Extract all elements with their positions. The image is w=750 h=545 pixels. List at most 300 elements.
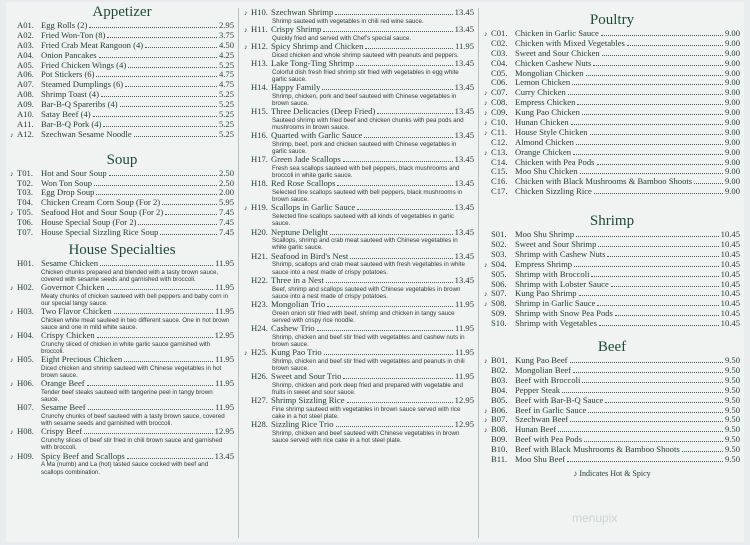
item-name: Egg Rolls (2) xyxy=(41,21,88,30)
item-price: 10.45 xyxy=(720,248,740,259)
item-price: 9.50 xyxy=(724,444,740,455)
item-price: 4.75 xyxy=(218,69,234,80)
dot-leader xyxy=(322,83,452,90)
item-name: Fried Won-Ton (8) xyxy=(41,30,106,40)
menu-item xyxy=(10,51,234,61)
soup-list xyxy=(10,169,234,238)
dot-leader xyxy=(124,355,213,362)
hot-spicy-icon: ♪ xyxy=(10,130,14,139)
menu-item xyxy=(10,21,234,31)
hot-spicy-icon: ♪ xyxy=(484,426,488,435)
item-code: C05. xyxy=(491,67,508,78)
item-name: Moo Shu Chicken xyxy=(515,167,578,177)
item-name: Chicken Cashew Nuts xyxy=(515,58,592,68)
item-price: 13.45 xyxy=(454,57,474,68)
item-name: Chicken with Black Mushrooms & Bamboo Shoots xyxy=(515,177,693,187)
item-code: H28. xyxy=(251,419,268,430)
item-code: C17. xyxy=(491,186,508,197)
item-name: Beef with Black Mushrooms & Bamboo Shoots xyxy=(515,445,680,455)
menu-item xyxy=(10,100,234,110)
menu-item xyxy=(10,41,234,51)
item-price: 13.45 xyxy=(454,274,474,285)
item-name: Shrimp Sizzling Rice xyxy=(271,396,345,406)
item-description: Beef, shrimp and scallops sauteed with Chinese vegetables in brown sauce into a nest made of crispy potatoes. xyxy=(272,285,461,300)
item-price: 11.95 xyxy=(214,378,234,389)
dot-leader xyxy=(94,179,217,186)
item-name: Crispy Shrimp xyxy=(271,24,322,34)
item-description: Green onion stir fried with beef, shrimp and chicken in tangy sauce served with crispy rice noodle. xyxy=(272,309,455,324)
item-code: A06. xyxy=(17,69,34,80)
beef-list xyxy=(484,356,740,465)
menu-item xyxy=(244,420,474,430)
hot-spicy-icon: ♪ xyxy=(10,308,14,317)
dot-leader xyxy=(347,396,453,403)
dot-leader xyxy=(607,250,718,257)
item-price: 12.95 xyxy=(214,330,234,341)
item-name: Shrimp Toast (4) xyxy=(41,90,99,100)
item-price: 9.50 xyxy=(724,414,740,425)
item-description: Selected fine scallops sauteed with all kinds of vegetables in garlic sauce. xyxy=(272,213,454,228)
item-code: S10. xyxy=(491,318,507,329)
item-price: 5.25 xyxy=(218,109,234,120)
menu-item xyxy=(244,131,474,141)
item-name: Mongolian Trio xyxy=(271,299,326,309)
item-name: Crispy Chicken xyxy=(41,331,95,341)
item-name: Mongolian Beef xyxy=(515,365,572,375)
item-name: Empress Chicken xyxy=(515,98,576,108)
house-specialties-continued-list xyxy=(244,8,474,444)
dot-leader xyxy=(601,29,723,36)
menu-item xyxy=(484,366,740,376)
dot-leader xyxy=(571,118,723,125)
item-name: Kung Pao Trio xyxy=(271,347,322,357)
hot-spicy-icon: ♪ xyxy=(484,148,488,157)
dot-leader xyxy=(87,379,213,386)
menu-item xyxy=(10,208,234,218)
item-code: A11. xyxy=(17,118,34,129)
item-name: Green Jade Scallops xyxy=(271,155,341,165)
item-code: C03. xyxy=(491,47,508,58)
item-name: Szechwan Sesame Noodle xyxy=(41,129,132,139)
item-price: 9.00 xyxy=(724,67,740,78)
menu-item xyxy=(484,240,740,250)
item-name: Empress Shrimp xyxy=(515,259,573,269)
dot-leader xyxy=(336,420,453,427)
appetizer-heading: Appetizer xyxy=(92,4,152,20)
dot-leader xyxy=(127,452,213,459)
item-price: 7.45 xyxy=(218,217,234,228)
item-code: A07. xyxy=(17,79,34,90)
item-code: A01. xyxy=(17,20,34,30)
hot-spicy-icon: ♪ xyxy=(484,290,488,299)
item-price: 11.95 xyxy=(454,370,474,381)
hot-spicy-icon: ♪ xyxy=(484,128,488,137)
item-price: 12.95 xyxy=(454,419,474,430)
menu-item xyxy=(10,379,234,389)
item-price: 13.45 xyxy=(454,7,474,17)
menu-item xyxy=(484,167,740,177)
item-code: S08. xyxy=(491,298,507,309)
dot-leader xyxy=(120,100,217,107)
item-code: A05. xyxy=(17,59,34,70)
item-name: Hunan Beef xyxy=(515,425,557,435)
item-name: Beef in Garlic Sauce xyxy=(515,405,587,415)
item-name: Orange Chicken xyxy=(515,147,572,157)
item-code: T05. xyxy=(17,207,33,218)
item-code: C08. xyxy=(491,97,508,108)
column-divider xyxy=(238,8,239,538)
item-name: Crispy Beef xyxy=(41,427,83,437)
item-price: 9.00 xyxy=(724,107,740,118)
item-name: House Special Sizzling Rice Soup xyxy=(41,228,159,238)
item-name: Orange Beef xyxy=(41,379,85,389)
item-code: H12. xyxy=(251,40,268,51)
item-code: A03. xyxy=(17,39,34,50)
item-code: H11. xyxy=(251,23,268,34)
menu-item xyxy=(10,120,234,130)
item-code: C06. xyxy=(491,77,508,88)
item-name: Shrimp with Vegetables xyxy=(515,319,597,329)
item-code: H14. xyxy=(251,82,268,93)
item-description: Shrimp, scallops and crab meat sauteed with fresh vegetables in white sauce into a nest made of crispy potatoes. xyxy=(272,261,465,276)
menu-item xyxy=(484,376,740,386)
dot-leader xyxy=(611,280,719,287)
menu-item xyxy=(484,455,740,465)
item-price: 9.50 xyxy=(724,364,740,375)
menu-item xyxy=(10,169,234,179)
item-code: H20. xyxy=(251,226,268,237)
item-name: Beef with Bar-B-Q Sauce xyxy=(515,395,604,405)
item-name: Chicken with Mixed Vegetables xyxy=(515,38,625,48)
item-description: Shrimp, chicken and beef stir fried with vegetables and cashew nuts in brown sauce. xyxy=(272,333,465,348)
item-code: H01. xyxy=(17,257,34,268)
item-code: H18. xyxy=(251,178,268,189)
item-code: H15. xyxy=(251,106,268,117)
item-description: Colorful dish fresh fried shrimp stir fried with vegetables in egg white garlic sauce. xyxy=(272,68,459,83)
item-description: Quickly fried and served with Chef's special sauce. xyxy=(272,34,412,42)
item-description: Chicken chunks prepared and blended with a tasty brown sauce, covered with sesame seeds and garnished with broccoli. xyxy=(41,268,219,283)
item-name: Lake Tong-Ting Shrimp xyxy=(271,58,354,68)
item-code: C16. xyxy=(491,176,508,187)
item-code: S03. xyxy=(491,248,507,259)
item-name: Moo Shu Beef xyxy=(515,454,566,464)
item-code: A04. xyxy=(17,49,34,60)
dot-leader xyxy=(570,415,723,422)
item-price: 5.25 xyxy=(218,128,234,139)
menu-item xyxy=(10,198,234,208)
dot-leader xyxy=(343,372,453,379)
hot-spicy-icon: ♪ xyxy=(484,109,488,118)
dot-leader xyxy=(582,376,723,383)
menu-item xyxy=(10,90,234,100)
menu-item xyxy=(484,270,740,280)
right-column xyxy=(484,2,740,478)
item-code: H10. xyxy=(251,7,268,17)
hot-spicy-icon: ♪ xyxy=(10,209,14,218)
item-name: Sizzling Rice Trio xyxy=(271,420,334,430)
item-price: 9.00 xyxy=(724,146,740,157)
dot-leader xyxy=(573,366,723,373)
item-price: 9.00 xyxy=(724,97,740,108)
item-price: 13.45 xyxy=(454,130,474,141)
item-price: 9.00 xyxy=(724,117,740,128)
menu-item xyxy=(484,250,740,260)
dot-leader xyxy=(88,403,213,410)
hot-spicy-icon: ♪ xyxy=(484,260,488,269)
dot-leader xyxy=(96,188,216,195)
item-code: C10. xyxy=(491,117,508,128)
menu-item xyxy=(244,107,474,117)
shrimp-list xyxy=(484,230,740,329)
dot-leader xyxy=(89,21,217,28)
dot-leader xyxy=(134,130,217,137)
item-code: H07. xyxy=(17,402,34,413)
menu-item xyxy=(10,70,234,80)
item-price: 9.00 xyxy=(724,156,740,167)
item-price: 11.95 xyxy=(454,298,474,309)
hot-spicy-icon: ♪ xyxy=(484,300,488,309)
menu-item xyxy=(244,276,474,286)
item-code: T04. xyxy=(17,197,33,208)
dot-leader xyxy=(84,427,212,434)
dot-leader xyxy=(590,128,723,135)
menu-item xyxy=(484,128,740,138)
menu-item xyxy=(244,300,474,310)
item-name: Fried Crab Meat Rangoon (4) xyxy=(41,40,144,50)
item-description: Shrimp, chicken, pork and beef sauteed with Chinese vegetables in brown sauce. xyxy=(272,92,457,108)
item-name: Sesame Chicken xyxy=(41,258,99,268)
item-price: 2.50 xyxy=(218,167,234,178)
item-price: 11.95 xyxy=(454,346,474,357)
item-price: 13.45 xyxy=(454,250,474,261)
menu-item xyxy=(484,425,740,435)
dot-leader xyxy=(580,167,723,174)
dot-leader xyxy=(356,59,453,66)
menu-item xyxy=(244,203,474,213)
item-code: B07. xyxy=(491,414,508,425)
item-name: Sweet and Sour Chicken xyxy=(515,48,600,58)
dot-leader xyxy=(562,386,723,393)
item-price: 9.00 xyxy=(724,47,740,58)
menu-item xyxy=(484,309,740,319)
item-name: Szechwan Beef xyxy=(515,415,569,425)
item-name: Lemon Chicken xyxy=(515,78,571,88)
item-name: Neptune Delight xyxy=(271,227,329,237)
dot-leader xyxy=(602,49,723,56)
dot-leader xyxy=(357,203,452,210)
item-code: H23. xyxy=(251,298,268,309)
item-description: Shrimp, chicken and beef sauteed with Chinese vegetables in brown sauce served with rice cake in a hot steel plate. xyxy=(272,430,460,445)
hot-spicy-icon: ♪ xyxy=(244,9,248,17)
item-price: 12.95 xyxy=(454,395,474,406)
hot-spicy-icon: ♪ xyxy=(10,356,14,365)
dot-leader xyxy=(125,80,217,87)
item-name: Shrimp with Snow Pea Pods xyxy=(515,309,613,319)
item-price: 10.45 xyxy=(720,298,740,309)
hot-spicy-icon: ♪ xyxy=(10,284,14,292)
menu-item xyxy=(484,299,740,309)
item-code: A02. xyxy=(17,29,34,40)
item-price: 11.95 xyxy=(214,257,234,268)
menu-item xyxy=(10,228,234,238)
item-price: 9.50 xyxy=(724,384,740,395)
item-code: C13. xyxy=(491,146,508,157)
menu-item xyxy=(10,355,234,365)
dot-leader xyxy=(343,155,453,162)
item-price: 5.25 xyxy=(218,59,234,70)
item-name: Sweet and Sour Trio xyxy=(271,371,342,381)
dot-leader xyxy=(598,240,718,247)
item-code: T01. xyxy=(17,167,33,178)
dot-leader xyxy=(572,78,723,85)
menu-item xyxy=(484,435,740,445)
item-price: 9.00 xyxy=(724,57,740,68)
item-description: Fresh sea scallops sauteed with bell peppers, black mushrooms and broccoli in white garlic sauce. xyxy=(272,165,460,180)
item-name: Chicken Sizzling Rice xyxy=(515,187,592,197)
dot-leader xyxy=(558,425,723,432)
menu-item xyxy=(484,187,740,197)
hot-spicy-icon: ♪ xyxy=(244,348,248,357)
dot-leader xyxy=(694,177,723,184)
dot-leader xyxy=(582,108,723,115)
item-price: 10.45 xyxy=(720,288,740,299)
hot-spicy-icon: ♪ xyxy=(10,428,14,437)
item-code: T06. xyxy=(17,217,33,228)
item-price: 11.95 xyxy=(454,40,474,51)
item-price: 5.25 xyxy=(218,89,234,100)
item-price: 9.00 xyxy=(724,28,740,38)
dot-leader xyxy=(597,158,723,165)
item-code: H22. xyxy=(251,274,268,285)
item-name: House Special Soup (For 2) xyxy=(41,218,137,228)
item-name: Eight Precious Chicken xyxy=(41,355,123,365)
item-price: 11.95 xyxy=(214,282,234,292)
dot-leader xyxy=(586,69,723,76)
item-description: A Ma (numb) and La (hot) tasted sauce cocked with beef and scallops combination. xyxy=(41,461,209,476)
item-code: S09. xyxy=(491,308,507,319)
item-code: H04. xyxy=(17,330,34,341)
item-name: Kung Pao Shrimp xyxy=(515,289,577,299)
item-code: B03. xyxy=(491,374,508,385)
item-price: 9.00 xyxy=(724,136,740,147)
item-price: 9.50 xyxy=(724,394,740,405)
item-name: Three Delicacies (Deep Fried) xyxy=(271,107,376,117)
item-description: Fine shrimp sauteed with vegetables in brown sauce served with rice cake in a hot steel plate. xyxy=(272,405,461,421)
item-price: 10.45 xyxy=(720,239,740,250)
menu-item xyxy=(244,25,474,35)
item-name: Happy Family xyxy=(271,83,321,93)
item-description: Selected fine scallops sauteed with bell peppers, black mushrooms in brown sauce. xyxy=(272,189,463,204)
item-code: C14. xyxy=(491,156,508,167)
item-code: B01. xyxy=(491,355,508,366)
item-price: 5.95 xyxy=(218,197,234,208)
dot-leader xyxy=(330,228,453,235)
item-name: Bar-B-Q Pork (4) xyxy=(41,119,102,129)
dot-leader xyxy=(162,198,217,205)
item-price: 13.45 xyxy=(214,450,234,461)
menu-item xyxy=(484,396,740,406)
menu-item xyxy=(244,179,474,189)
hot-spicy-icon: ♪ xyxy=(484,416,488,425)
item-name: Sweet and Sour Shrimp xyxy=(515,240,597,250)
hot-spicy-icon: ♪ xyxy=(484,406,488,415)
menu-item xyxy=(484,445,740,455)
item-code: H02. xyxy=(17,282,34,292)
item-price: 4.50 xyxy=(218,39,234,50)
item-price: 9.50 xyxy=(724,355,740,366)
item-name: Red Rose Scallops xyxy=(271,179,336,189)
item-name: Bar-B-Q Spareribs (4) xyxy=(41,100,118,110)
item-price: 9.50 xyxy=(724,374,740,385)
item-price: 9.00 xyxy=(724,77,740,88)
menu-item xyxy=(484,177,740,187)
hot-spicy-icon: ♪ xyxy=(484,30,488,38)
menu-item xyxy=(244,8,474,18)
menu-item xyxy=(10,80,234,90)
item-code: C11. xyxy=(491,126,508,137)
hot-spicy-icon: ♪ xyxy=(573,468,578,478)
item-name: Satay Beef (4) xyxy=(41,110,91,120)
legend-text: Indicates Hot & Spicy xyxy=(579,468,651,478)
item-code: C09. xyxy=(491,107,508,118)
item-code: H08. xyxy=(17,426,34,437)
item-name: Seafood Hot and Sour Soup (For 2) xyxy=(41,208,164,218)
soup-heading: Soup xyxy=(106,151,138,168)
dot-leader xyxy=(364,131,452,138)
menu-item xyxy=(244,59,474,69)
item-price: 13.45 xyxy=(454,202,474,213)
item-name: House Style Chicken xyxy=(515,127,588,137)
item-code: C07. xyxy=(491,87,508,98)
menu-item xyxy=(484,260,740,270)
menu-item xyxy=(10,283,234,293)
dot-leader xyxy=(99,51,217,58)
item-code: B02. xyxy=(491,364,508,375)
item-code: H25. xyxy=(251,346,268,357)
menu-item xyxy=(484,78,740,88)
dot-leader xyxy=(326,276,453,283)
menu-item xyxy=(484,118,740,128)
item-description: Diced chicken and shrimp sauteed with Chinese vegetables in hot brown sauce. xyxy=(41,365,222,380)
dot-leader xyxy=(597,299,718,306)
item-price: 7.45 xyxy=(218,227,234,238)
appetizer-list xyxy=(10,21,234,140)
item-code: S06. xyxy=(491,278,507,289)
menu-item xyxy=(244,228,474,238)
dot-leader xyxy=(327,300,453,307)
item-name: Two Flavor Chicken xyxy=(41,307,112,317)
menu-item xyxy=(484,230,740,240)
item-name: Egg Drop Soup xyxy=(41,188,95,198)
dot-leader xyxy=(576,230,718,237)
item-name: Pot Stickers (6) xyxy=(41,70,95,80)
menu-item xyxy=(484,88,740,98)
dot-leader xyxy=(365,42,453,49)
item-price: 11.95 xyxy=(214,306,234,317)
hot-spicy-icon: ♪ xyxy=(244,42,248,51)
poultry-heading: Poultry xyxy=(589,12,635,28)
item-code: S01. xyxy=(491,229,507,240)
item-price: 12.95 xyxy=(214,426,234,437)
item-code: H13. xyxy=(251,57,268,68)
hot-spicy-icon: ♪ xyxy=(484,89,488,98)
dot-leader xyxy=(576,138,723,145)
item-name: Beef with Pea Pods xyxy=(515,435,583,445)
item-code: H26. xyxy=(251,370,268,381)
dot-leader xyxy=(107,31,217,38)
item-code: H06. xyxy=(17,378,34,389)
item-code: T07. xyxy=(17,227,33,238)
